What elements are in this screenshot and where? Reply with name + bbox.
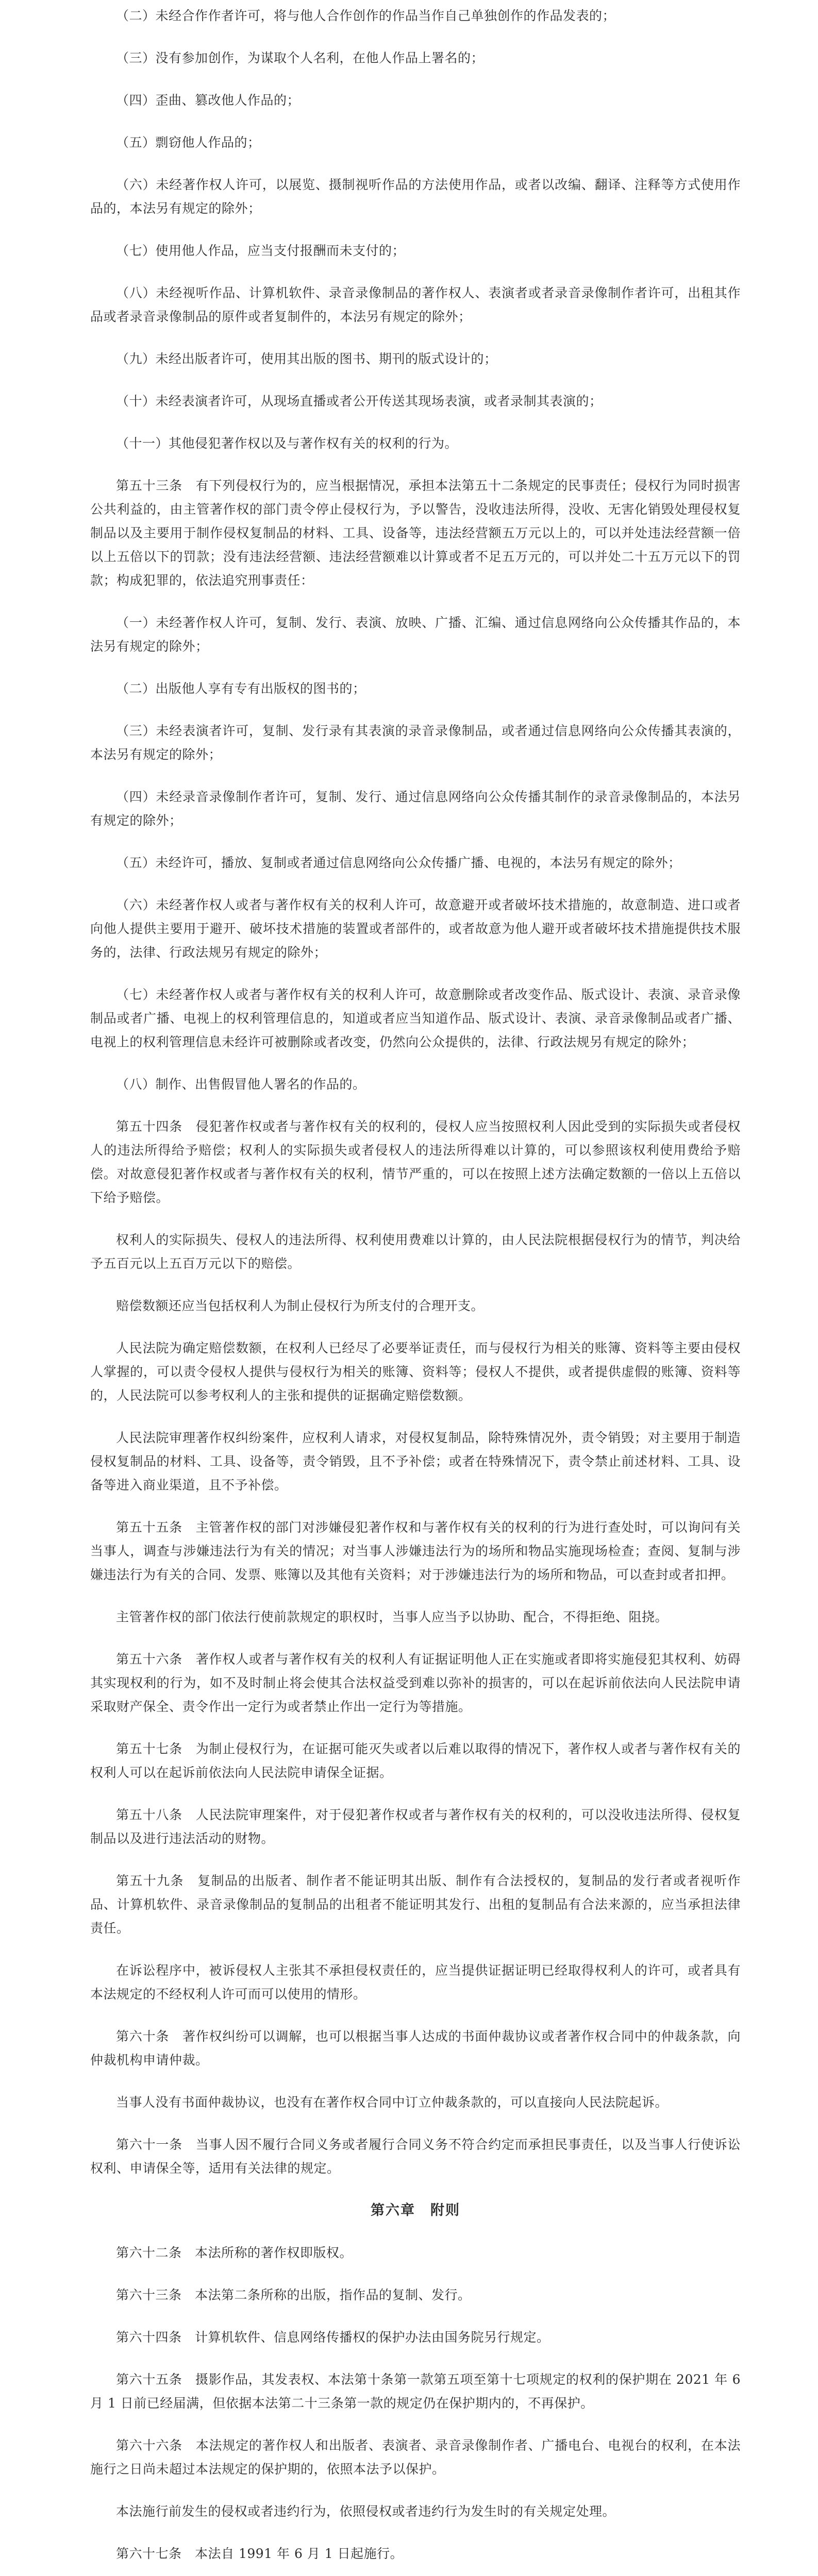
paragraph: （六）未经著作权人许可，以展览、摄制视听作品的方法使用作品，或者以改编、翻译、注释等方式使用作品的，本法另有规定的除外；	[90, 177, 741, 216]
paragraph: 权利人的实际损失、侵权人的违法所得、权利使用费难以计算的，由人民法院根据侵权行为的情节，判决给予五百元以上五百万元以下的赔偿。	[90, 1232, 741, 1271]
paragraph: （二）未经合作作者许可，将与他人合作创作的作品当作自己单独创作的作品发表的；	[116, 8, 616, 23]
paragraph: （二）出版他人享有专有出版权的图书的；	[116, 681, 366, 696]
paragraph: 第六十一条 当事人因不履行合同义务或者履行合同义务不符合约定而承担民事责任，以及当事人行使诉讼权利、申请保全等，适用有关法律的规定。	[90, 2137, 741, 2176]
paragraph: （五）未经许可，播放、复制或者通过信息网络向公众传播广播、电视的，本法另有规定的除外；	[116, 855, 681, 870]
paragraph: 第六十六条 本法规定的著作权人和出版者、表演者、录音录像制作者、广播电台、电视台的权利，在本法施行之日尚未超过本法规定的保护期的，依照本法予以保护。	[90, 2438, 741, 2477]
paragraph: （三）没有参加创作，为谋取个人名利，在他人作品上署名的；	[116, 50, 485, 65]
paragraph: 第六十条 著作权纠纷可以调解，也可以根据当事人达成的书面仲裁协议或者著作权合同中的仲裁条款，向仲裁机构申请仲裁。	[90, 2029, 741, 2067]
paragraph: （三）未经表演者许可，复制、发行录有其表演的录音录像制品，或者通过信息网络向公众传播其表演的，本法另有规定的除外；	[90, 723, 741, 762]
paragraph: （七）使用他人作品，应当支付报酬而未支付的；	[116, 243, 406, 258]
paragraph: 本法施行前发生的侵权或者违约行为，依照侵权或者违约行为发生时的有关规定处理。	[116, 2504, 616, 2519]
paragraph: （九）未经出版者许可，使用其出版的图书、期刊的版式设计的；	[116, 351, 497, 366]
paragraph: （十一）其他侵犯著作权以及与著作权有关的权利的行为。	[116, 436, 458, 451]
paragraph: 主管著作权的部门依法行使前款规定的职权时，当事人应当予以协助、配合，不得拒绝、阻挠。	[116, 1609, 669, 1624]
paragraph: 第五十三条 有下列侵权行为的，应当根据情况，承担本法第五十二条规定的民事责任；侵权行为同时损害公共利益的，由主管著作权的部门责令停止侵权行为，予以警告，没收违法所得，没收、无害化销毁处理侵权复制品以及主要用于制作侵权复制品的材料、工具、设备等，违法经营额五万元以上的，可以并处违法经营额一倍以上五倍以下的罚款；没有违法经营额、违法经营额难以计算或者不足五万元的，可以并处二十五万元以下的罚款；构成犯罪的，依法追究刑事责任：	[90, 478, 741, 588]
paragraph: （七）未经著作权人或者与著作权有关的权利人许可，故意删除或者改变作品、版式设计、表演、录音录像制品或者广播、电视上的权利管理信息的，知道或者应当知道作品、版式设计、表演、录音录像制品或者广播、电视上的权利管理信息未经许可被删除或者改变，仍然向公众提供的，法律、行政法规另有规定的除外；	[90, 987, 741, 1049]
paragraph: 在诉讼程序中，被诉侵权人主张其不承担侵权责任的，应当提供证据证明已经取得权利人的许可，或者具有本法规定的不经权利人许可而可以使用的情形。	[90, 1963, 741, 2002]
paragraph: 第六十五条 摄影作品，其发表权、本法第十条第一款第五项至第十七项规定的权利的保护期在 2021 年 6 月 1 日前已经届满，但依据本法第二十三条第一款的规定仍在保护期内的，不再保护。	[90, 2372, 741, 2411]
paragraph: 赔偿数额还应当包括权利人为制止侵权行为所支付的合理开支。	[116, 1298, 485, 1313]
paragraph: （六）未经著作权人或者与著作权有关的权利人许可，故意避开或者破坏技术措施的，故意制造、进口或者向他人提供主要用于避开、破坏技术措施的装置或者部件的，或者故意为他人避开或者破坏技术措施提供技术服务的，法律、行政法规另有规定的除外；	[90, 897, 741, 960]
paragraph: 第六十四条 计算机软件、信息网络传播权的保护办法由国务院另行规定。	[116, 2330, 550, 2345]
paragraph: 第六十三条 本法第二条所称的出版，指作品的复制、发行。	[116, 2287, 471, 2302]
paragraph: （十）未经表演者许可，从现场直播或者公开传送其现场表演，或者录制其表演的；	[116, 394, 603, 409]
paragraph: 第五十七条 为制止侵权行为，在证据可能灭失或者以后难以取得的情况下，著作权人或者与著作权有关的权利人可以在起诉前依法向人民法院申请保全证据。	[90, 1741, 741, 1780]
paragraph: （四）歪曲、篡改他人作品的；	[116, 93, 301, 108]
paragraph: 第五十四条 侵犯著作权或者与著作权有关的权利的，侵权人应当按照权利人因此受到的实际损失或者侵权人的违法所得给予赔偿；权利人的实际损失或者侵权人的违法所得难以计算的，可以参照该权利使用费给予赔偿。对故意侵犯著作权或者与著作权有关的权利，情节严重的，可以在按照上述方法确定数额的一倍以上五倍以下给予赔偿。	[90, 1119, 741, 1205]
paragraph: 人民法院审理著作权纠纷案件，应权利人请求，对侵权复制品，除特殊情况外，责令销毁；对主要用于制造侵权复制品的材料、工具、设备等，责令销毁，且不予补偿；或者在特殊情况下，责令禁止前述材料、工具、设备等进入商业渠道，且不予补偿。	[90, 1430, 741, 1493]
paragraph: 第五十六条 著作权人或者与著作权有关的权利人有证据证明他人正在实施或者即将实施侵犯其权利、妨碍其实现权利的行为，如不及时制止将会使其合法权益受到难以弥补的损害的，可以在起诉前依法向人民法院申请采取财产保全、责令作出一定行为或者禁止作出一定行为等措施。	[90, 1652, 741, 1714]
paragraph: 人民法院为确定赔偿数额，在权利人已经尽了必要举证责任，而与侵权行为相关的账簿、资料等主要由侵权人掌握的，可以责令侵权人提供与侵权行为相关的账簿、资料等；侵权人不提供，或者提供虚假的账簿、资料等的，人民法院可以参考权利人的主张和提供的证据确定赔偿数额。	[90, 1341, 741, 1403]
paragraph: （一）未经著作权人许可，复制、发行、表演、放映、广播、汇编、通过信息网络向公众传播其作品的，本法另有规定的除外；	[90, 615, 741, 654]
paragraph: （八）未经视听作品、计算机软件、录音录像制品的著作权人、表演者或者录音录像制作者许可，出租其作品或者录音录像制品的原件或者复制件的，本法另有规定的除外；	[90, 285, 741, 324]
paragraph: 第六十七条 本法自 1991 年 6 月 1 日起施行。	[116, 2546, 404, 2561]
paragraph: （五）剽窃他人作品的；	[116, 135, 261, 150]
paragraph: 第五十九条 复制品的出版者、制作者不能证明其出版、制作有合法授权的，复制品的发行者或者视听作品、计算机软件、录音录像制品的复制品的出租者不能证明其发行、出租的复制品有合法来源的，应当承担法律责任。	[90, 1873, 741, 1936]
paragraph: 第六十二条 本法所称的著作权即版权。	[116, 2245, 353, 2260]
paragraph: 当事人没有书面仲裁协议，也没有在著作权合同中订立仲裁条款的，可以直接向人民法院起诉。	[116, 2095, 669, 2110]
paragraph: 第五十八条 人民法院审理案件，对于侵犯著作权或者与著作权有关的权利的，可以没收违法所得、侵权复制品以及进行违法活动的财物。	[90, 1807, 741, 1846]
paragraph: 第五十五条 主管著作权的部门对涉嫌侵犯著作权和与著作权有关的权利的行为进行查处时，可以询问有关当事人，调查与涉嫌违法行为有关的情况；对当事人涉嫌违法行为的场所和物品实施现场检查；查阅、复制与涉嫌违法行为有关的合同、发票、账簿以及其他有关资料；对于涉嫌违法行为的场所和物品，可以查封或者扣押。	[90, 1520, 741, 1582]
chapter-heading: 第六章 附则	[371, 2202, 460, 2218]
paragraph: （四）未经录音录像制作者许可，复制、发行、通过信息网络向公众传播其制作的录音录像制品的，本法另有规定的除外；	[90, 789, 741, 828]
paragraph: （八）制作、出售假冒他人署名的作品的。	[116, 1077, 366, 1092]
